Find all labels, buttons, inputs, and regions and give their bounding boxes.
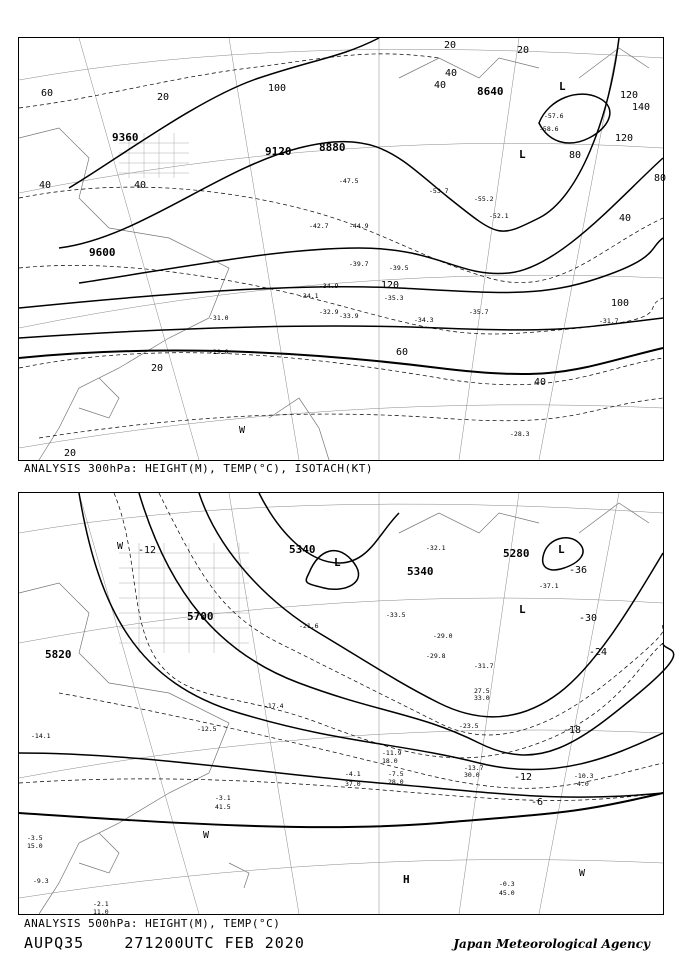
isotach-label: 40 bbox=[39, 180, 52, 191]
low-center: L bbox=[334, 556, 341, 569]
station-temp: -33.9 bbox=[339, 312, 359, 320]
height-label: 5280 bbox=[503, 547, 530, 560]
station-temp: -35.7 bbox=[469, 308, 489, 316]
isotach-label: 60 bbox=[41, 88, 54, 99]
isotach-label: 40 bbox=[445, 68, 458, 79]
station-value: -32.1 bbox=[426, 544, 446, 552]
height-label: 9360 bbox=[112, 131, 139, 144]
station-value: -11.9 bbox=[382, 749, 402, 757]
station-value: -13.7 bbox=[464, 764, 484, 772]
warm-center: W bbox=[203, 830, 210, 841]
station-value: -37.1 bbox=[539, 582, 559, 590]
isotherm-label: -24 bbox=[589, 647, 608, 658]
isotach-label: 100 bbox=[268, 83, 287, 94]
station-temp: -34.3 bbox=[414, 316, 434, 324]
station-temp: -31.0 bbox=[209, 314, 229, 322]
station-temp: -29.0 bbox=[209, 348, 229, 356]
isotach-labels bbox=[39, 40, 666, 459]
station-value: -0.3 bbox=[499, 880, 515, 888]
station-value: -29.0 bbox=[433, 632, 453, 640]
isotach-label: 60 bbox=[396, 347, 409, 358]
station-temp: -34.1 bbox=[299, 292, 319, 300]
jet-axis bbox=[19, 348, 663, 374]
station-value: -9.3 bbox=[33, 877, 49, 885]
station-value: -14.1 bbox=[31, 732, 51, 740]
station-temp: -31.7 bbox=[599, 317, 619, 325]
station-temp: -42.7 bbox=[309, 222, 329, 230]
station-value: -33.5 bbox=[386, 611, 406, 619]
bulletin-datetime: 271200UTC FEB 2020 bbox=[124, 934, 305, 952]
station-temp: -44.9 bbox=[349, 222, 369, 230]
isotach-label: 80 bbox=[654, 173, 667, 184]
low-center: L bbox=[519, 148, 526, 161]
height-label: 5820 bbox=[45, 648, 72, 661]
map-300hpa bbox=[18, 37, 667, 461]
isotach-label: 20 bbox=[151, 363, 164, 374]
isotach-label: 100 bbox=[611, 298, 630, 309]
isotach-label: 120 bbox=[620, 90, 639, 101]
station-value: 28.0 bbox=[388, 778, 404, 786]
high-center: H bbox=[403, 873, 410, 886]
height-label: 8880 bbox=[319, 141, 346, 154]
height-contours bbox=[19, 493, 674, 797]
isotach-label: 40 bbox=[134, 180, 147, 191]
station-value: 11.0 bbox=[93, 908, 109, 916]
map-500hpa-canvas bbox=[19, 493, 663, 914]
map-500hpa bbox=[18, 492, 664, 915]
caption-300hpa: ANALYSIS 300hPa: HEIGHT(M), TEMP(°C), ISOTACH(KT) bbox=[24, 462, 374, 475]
height-label: 9120 bbox=[265, 145, 292, 158]
station-temp: -34.9 bbox=[319, 282, 339, 290]
station-value: -21.6 bbox=[299, 622, 319, 630]
station-value: 4.0 bbox=[577, 780, 589, 788]
station-temp: -39.5 bbox=[389, 264, 409, 272]
station-value: -23.5 bbox=[459, 722, 479, 730]
height-label: 5340 bbox=[289, 543, 316, 556]
station-temp: -28.3 bbox=[510, 430, 530, 438]
isotherm-label: -12 bbox=[514, 772, 533, 783]
bulletin-code: AUPQ35 bbox=[24, 934, 85, 952]
station-temp: -55.2 bbox=[474, 195, 494, 203]
bulletin-header bbox=[24, 934, 305, 952]
low-center: L bbox=[559, 80, 566, 93]
station-temp: -32.9 bbox=[319, 308, 339, 316]
station-value: -31.7 bbox=[474, 662, 494, 670]
station-value: -29.8 bbox=[426, 652, 446, 660]
height-contours bbox=[19, 38, 663, 338]
station-temp: -39.7 bbox=[349, 260, 369, 268]
isotach-label: 40 bbox=[534, 377, 547, 388]
station-value: -4.1 bbox=[345, 770, 361, 778]
station-value: 41.5 bbox=[215, 803, 231, 811]
station-temp: -47.5 bbox=[339, 177, 359, 185]
isotherm-label: -18 bbox=[563, 725, 582, 736]
warm-center: W bbox=[579, 868, 586, 879]
station-value: 15.0 bbox=[27, 842, 43, 850]
station-temp: -58.6 bbox=[539, 125, 559, 133]
isotach-label: 20 bbox=[517, 45, 530, 56]
station-value: 37.0 bbox=[345, 780, 361, 788]
isotach-label: 40 bbox=[619, 213, 632, 224]
isotach-label: 20 bbox=[64, 448, 77, 459]
station-value: -10.3 bbox=[574, 772, 594, 780]
station-value: -12.5 bbox=[197, 725, 217, 733]
station-temp: -53.7 bbox=[429, 187, 449, 195]
station-value: 45.0 bbox=[499, 889, 515, 897]
station-value: 33.0 bbox=[474, 694, 490, 702]
warm-center: W bbox=[239, 425, 246, 436]
isotherm-label: -36 bbox=[569, 565, 588, 576]
height-label: 8640 bbox=[477, 85, 504, 98]
isotherm-label: -6 bbox=[531, 797, 544, 808]
isotherm-label: -30 bbox=[579, 613, 598, 624]
wind-hatch bbox=[119, 543, 249, 653]
station-value: -2.1 bbox=[93, 900, 109, 908]
height-label: 9600 bbox=[89, 246, 116, 259]
isotach-label: 120 bbox=[615, 133, 634, 144]
station-temp: -35.3 bbox=[384, 294, 404, 302]
station-value: 30.0 bbox=[464, 771, 480, 779]
isotach-label: 40 bbox=[434, 80, 447, 91]
height-label: 5700 bbox=[187, 610, 214, 623]
isotach-label: 80 bbox=[569, 150, 582, 161]
isotach-label: 120 bbox=[381, 280, 400, 291]
isotach-label: 20 bbox=[157, 92, 170, 103]
station-temp: -57.6 bbox=[544, 112, 564, 120]
map-300hpa-canvas bbox=[19, 38, 667, 460]
warm-center: W bbox=[117, 541, 124, 552]
isotach-label: 140 bbox=[632, 102, 651, 113]
station-value: -7.5 bbox=[388, 770, 404, 778]
isotherm-labels bbox=[138, 545, 607, 808]
agency-name: Japan Meteorological Agency bbox=[453, 937, 650, 951]
station-value: -3.1 bbox=[215, 794, 231, 802]
height-label: 5340 bbox=[407, 565, 434, 578]
station-value: -17.4 bbox=[264, 702, 284, 710]
station-value: 27.5 bbox=[474, 687, 490, 695]
isotach-label: 20 bbox=[444, 40, 457, 51]
low-center: L bbox=[519, 603, 526, 616]
station-value: 18.0 bbox=[382, 757, 398, 765]
station-value: -3.5 bbox=[27, 834, 43, 842]
low-center: L bbox=[558, 543, 565, 556]
caption-500hpa: ANALYSIS 500hPa: HEIGHT(M), TEMP(°C) bbox=[24, 917, 281, 930]
isotherm-label: -12 bbox=[138, 545, 157, 556]
station-temp: -52.1 bbox=[489, 212, 509, 220]
main-contour bbox=[19, 793, 663, 827]
